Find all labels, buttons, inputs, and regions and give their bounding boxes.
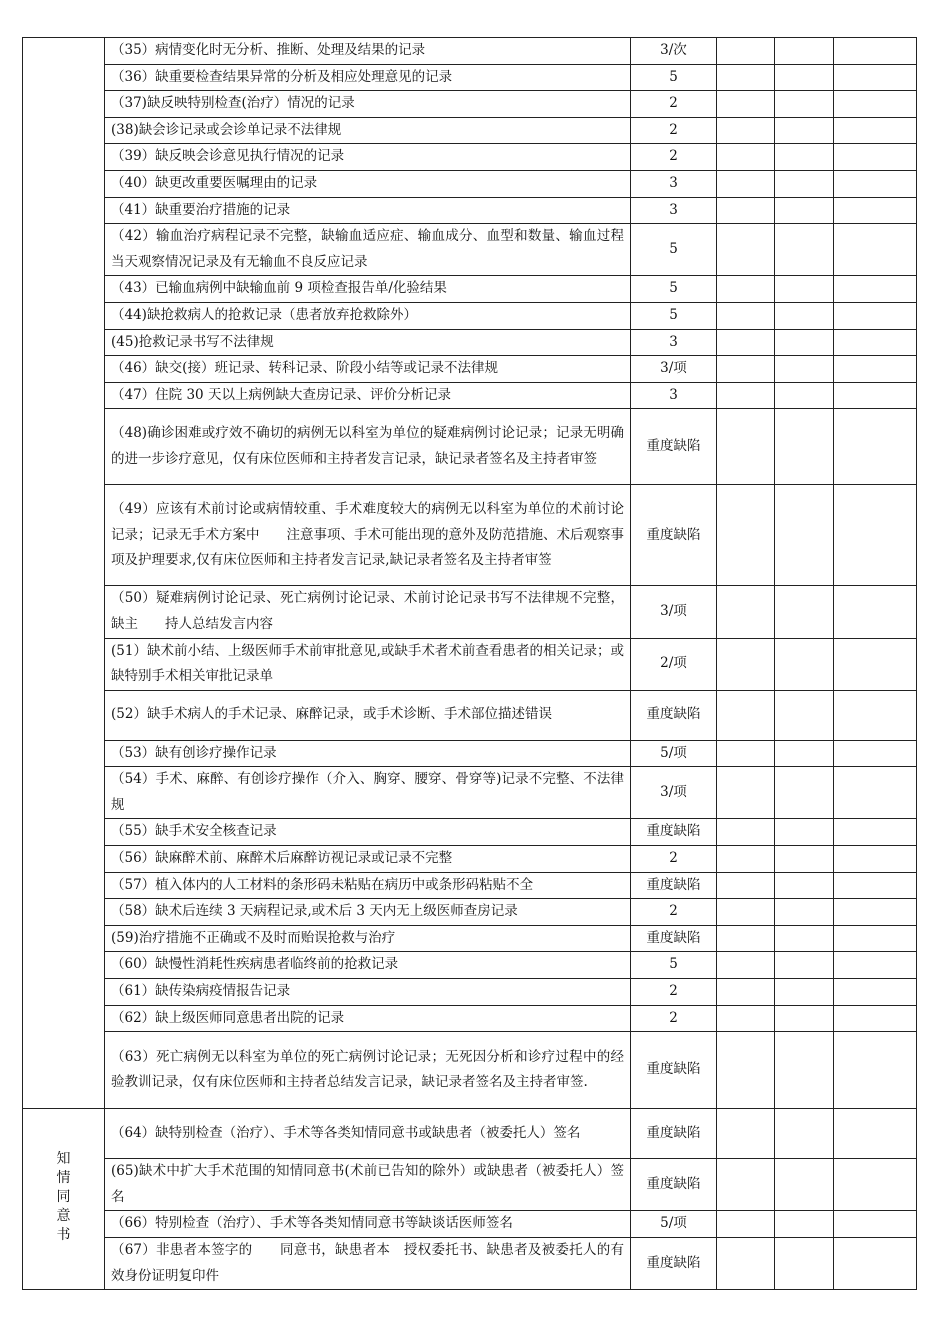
blank-cell-b[interactable] bbox=[775, 144, 834, 171]
item-description: （40）缺更改重要医嘱理由的记录 bbox=[105, 170, 631, 197]
table-row bbox=[23, 1005, 917, 1032]
blank-cell-a[interactable] bbox=[717, 117, 775, 144]
blank-cell-b[interactable] bbox=[775, 1238, 834, 1290]
table-row bbox=[23, 952, 917, 979]
blank-cell-c[interactable] bbox=[834, 144, 917, 171]
blank-cell-c[interactable] bbox=[834, 740, 917, 767]
blank-cell-b[interactable] bbox=[775, 302, 834, 329]
blank-cell-a[interactable] bbox=[717, 872, 775, 899]
blank-cell-c[interactable] bbox=[834, 819, 917, 846]
table-row bbox=[23, 276, 917, 303]
blank-cell-c[interactable] bbox=[834, 1159, 917, 1211]
blank-cell-c[interactable] bbox=[834, 485, 917, 586]
category-cell bbox=[23, 38, 105, 1109]
table-row bbox=[23, 925, 917, 952]
item-description: (38)缺会诊记录或会诊单记录不法律规 bbox=[105, 117, 631, 144]
blank-cell-b[interactable] bbox=[775, 872, 834, 899]
deduction-score: 3/项 bbox=[631, 356, 717, 383]
blank-cell-c[interactable] bbox=[834, 302, 917, 329]
table-row bbox=[23, 91, 917, 118]
item-description: （46）缺交(接）班记录、转科记录、阶段小结等或记录不法律规 bbox=[105, 356, 631, 383]
item-description: （57）植入体内的人工材料的条形码未粘贴在病历中或条形码粘贴不全 bbox=[105, 872, 631, 899]
blank-cell-a[interactable] bbox=[717, 1005, 775, 1032]
deduction-score: 重度缺陷 bbox=[631, 409, 717, 485]
blank-cell-a[interactable] bbox=[717, 64, 775, 91]
blank-cell-c[interactable] bbox=[834, 846, 917, 873]
item-description: （41）缺重要治疗措施的记录 bbox=[105, 197, 631, 224]
blank-cell-b[interactable] bbox=[775, 276, 834, 303]
table-row bbox=[23, 690, 917, 740]
item-description: (59)治疗措施不正确或不及时而贻误抢救与治疗 bbox=[105, 925, 631, 952]
table-row bbox=[23, 1211, 917, 1238]
blank-cell-b[interactable] bbox=[775, 485, 834, 586]
table-row bbox=[23, 64, 917, 91]
blank-cell-b[interactable] bbox=[775, 170, 834, 197]
item-description: (52）缺手术病人的手术记录、麻醉记录，或手术诊断、手术部位描述错误 bbox=[105, 690, 631, 740]
deduction-score: 2 bbox=[631, 899, 717, 926]
table-row bbox=[23, 979, 917, 1006]
item-description: （54）手术、麻醉、有创诊疗操作（介入、胸穿、腰穿、骨穿等)记录不完整、不法律规 bbox=[105, 767, 631, 819]
table-row bbox=[23, 329, 917, 356]
deduction-score: 重度缺陷 bbox=[631, 1032, 717, 1109]
deduction-score: 2 bbox=[631, 91, 717, 118]
blank-cell-b[interactable] bbox=[775, 356, 834, 383]
blank-cell-c[interactable] bbox=[834, 170, 917, 197]
blank-cell-b[interactable] bbox=[775, 740, 834, 767]
table-row bbox=[23, 38, 917, 65]
blank-cell-b[interactable] bbox=[775, 91, 834, 118]
deduction-score: 3 bbox=[631, 329, 717, 356]
blank-cell-b[interactable] bbox=[775, 38, 834, 65]
item-description: （37)缺反映特别检查(治疗）情况的记录 bbox=[105, 91, 631, 118]
deduction-score: 重度缺陷 bbox=[631, 872, 717, 899]
blank-cell-c[interactable] bbox=[834, 1109, 917, 1159]
blank-cell-a[interactable] bbox=[717, 170, 775, 197]
blank-cell-a[interactable] bbox=[717, 586, 775, 638]
blank-cell-a[interactable] bbox=[717, 1109, 775, 1159]
deduction-score: 重度缺陷 bbox=[631, 1238, 717, 1290]
deduction-score: 2/项 bbox=[631, 638, 717, 690]
blank-cell-a[interactable] bbox=[717, 224, 775, 276]
deduction-score: 2 bbox=[631, 144, 717, 171]
blank-cell-b[interactable] bbox=[775, 979, 834, 1006]
category-label: 知情同意书 bbox=[56, 1150, 71, 1243]
blank-cell-c[interactable] bbox=[834, 38, 917, 65]
deduction-score: 3 bbox=[631, 382, 717, 409]
blank-cell-a[interactable] bbox=[717, 1211, 775, 1238]
blank-cell-a[interactable] bbox=[717, 952, 775, 979]
deduction-score: 重度缺陷 bbox=[631, 925, 717, 952]
blank-cell-c[interactable] bbox=[834, 586, 917, 638]
item-description: (51）缺术前小结、上级医师手术前审批意见,或缺手术者术前查看患者的相关记录；或缺特别手术相关审批记录单 bbox=[105, 638, 631, 690]
blank-cell-c[interactable] bbox=[834, 872, 917, 899]
blank-cell-c[interactable] bbox=[834, 925, 917, 952]
table-row bbox=[23, 872, 917, 899]
blank-cell-c[interactable] bbox=[834, 1032, 917, 1109]
table-row bbox=[23, 586, 917, 638]
table-row bbox=[23, 382, 917, 409]
deduction-score: 重度缺陷 bbox=[631, 485, 717, 586]
deduction-score: 重度缺陷 bbox=[631, 1109, 717, 1159]
blank-cell-b[interactable] bbox=[775, 638, 834, 690]
blank-cell-c[interactable] bbox=[834, 91, 917, 118]
deduction-score: 重度缺陷 bbox=[631, 1159, 717, 1211]
blank-cell-a[interactable] bbox=[717, 144, 775, 171]
blank-cell-b[interactable] bbox=[775, 117, 834, 144]
table-row bbox=[23, 170, 917, 197]
table-row bbox=[23, 638, 917, 690]
blank-cell-c[interactable] bbox=[834, 409, 917, 485]
deduction-score: 重度缺陷 bbox=[631, 819, 717, 846]
blank-cell-c[interactable] bbox=[834, 64, 917, 91]
blank-cell-b[interactable] bbox=[775, 586, 834, 638]
item-description: （66）特别检查（治疗）、手术等各类知情同意书等缺谈话医师签名 bbox=[105, 1211, 631, 1238]
item-description: （42）输血治疗病程记录不完整，缺输血适应症、输血成分、血型和数量、输血过程当天观察情况记录及有无输血不良反应记录 bbox=[105, 224, 631, 276]
item-description: （47）住院 30 天以上病例缺大查房记录、评价分析记录 bbox=[105, 382, 631, 409]
blank-cell-c[interactable] bbox=[834, 329, 917, 356]
blank-cell-b[interactable] bbox=[775, 846, 834, 873]
blank-cell-c[interactable] bbox=[834, 899, 917, 926]
blank-cell-c[interactable] bbox=[834, 1238, 917, 1290]
deduction-score: 2 bbox=[631, 1005, 717, 1032]
table-row bbox=[23, 1159, 917, 1211]
blank-cell-a[interactable] bbox=[717, 329, 775, 356]
deduction-score: 5 bbox=[631, 952, 717, 979]
item-description: （63）死亡病例无以科室为单位的死亡病例讨论记录；无死因分析和诊疗过程中的经验教训记录，仅有床位医师和主持者总结发言记录，缺记录者签名及主持者审签. bbox=[105, 1032, 631, 1109]
table-row bbox=[23, 409, 917, 485]
item-description: （62）缺上级医师同意患者出院的记录 bbox=[105, 1005, 631, 1032]
blank-cell-b[interactable] bbox=[775, 690, 834, 740]
blank-cell-a[interactable] bbox=[717, 91, 775, 118]
blank-cell-a[interactable] bbox=[717, 740, 775, 767]
blank-cell-a[interactable] bbox=[717, 1159, 775, 1211]
blank-cell-a[interactable] bbox=[717, 1238, 775, 1290]
deduction-score: 2 bbox=[631, 846, 717, 873]
item-description: （44)缺抢救病人的抢救记录（患者放弃抢救除外） bbox=[105, 302, 631, 329]
item-description: （48)确诊困难或疗效不确切的病例无以科室为单位的疑难病例讨论记录；记录无明确的进一步诊疗意见，仅有床位医师和主持者发言记录，缺记录者签名及主持者审签 bbox=[105, 409, 631, 485]
blank-cell-a[interactable] bbox=[717, 1032, 775, 1109]
blank-cell-a[interactable] bbox=[717, 356, 775, 383]
blank-cell-a[interactable] bbox=[717, 846, 775, 873]
blank-cell-a[interactable] bbox=[717, 197, 775, 224]
blank-cell-b[interactable] bbox=[775, 382, 834, 409]
blank-cell-c[interactable] bbox=[834, 1005, 917, 1032]
blank-cell-c[interactable] bbox=[834, 1211, 917, 1238]
table-row bbox=[23, 197, 917, 224]
table-row bbox=[23, 1109, 917, 1159]
blank-cell-b[interactable] bbox=[775, 329, 834, 356]
table-row bbox=[23, 1238, 917, 1290]
blank-cell-a[interactable] bbox=[717, 767, 775, 819]
item-description: （36）缺重要检查结果异常的分析及相应处理意见的记录 bbox=[105, 64, 631, 91]
item-description: （58）缺术后连续 3 天病程记录,或术后 3 天内无上级医师查房记录 bbox=[105, 899, 631, 926]
item-description: (65)缺术中扩大手术范围的知情同意书(术前已告知的除外）或缺患者（被委托人）签名 bbox=[105, 1159, 631, 1211]
item-description: （64）缺特别检查（治疗）、手术等各类知情同意书或缺患者（被委托人）签名 bbox=[105, 1109, 631, 1159]
blank-cell-b[interactable] bbox=[775, 197, 834, 224]
deduction-score: 5 bbox=[631, 276, 717, 303]
deduction-score: 5/项 bbox=[631, 1211, 717, 1238]
deduction-score: 重度缺陷 bbox=[631, 690, 717, 740]
table-row bbox=[23, 302, 917, 329]
blank-cell-c[interactable] bbox=[834, 382, 917, 409]
blank-cell-b[interactable] bbox=[775, 925, 834, 952]
blank-cell-c[interactable] bbox=[834, 952, 917, 979]
table-row bbox=[23, 117, 917, 144]
item-description: （49）应该有术前讨论或病情较重、手术难度较大的病例无以科室为单位的术前讨论记录；记录无手术方案中 注意事项、手术可能出现的意外及防范措施、术后观察事项及护理要求,仅有床位医师和主持者发言记录,缺记录者签名及主持者审签 bbox=[105, 485, 631, 586]
blank-cell-c[interactable] bbox=[834, 638, 917, 690]
blank-cell-b[interactable] bbox=[775, 1211, 834, 1238]
deduction-score: 5/项 bbox=[631, 740, 717, 767]
table-row bbox=[23, 740, 917, 767]
blank-cell-a[interactable] bbox=[717, 979, 775, 1006]
blank-cell-a[interactable] bbox=[717, 276, 775, 303]
blank-cell-b[interactable] bbox=[775, 899, 834, 926]
blank-cell-b[interactable] bbox=[775, 1005, 834, 1032]
item-description: （43）已输血病例中缺输血前 9 项检查报告单/化验结果 bbox=[105, 276, 631, 303]
blank-cell-a[interactable] bbox=[717, 485, 775, 586]
table-row bbox=[23, 224, 917, 276]
blank-cell-b[interactable] bbox=[775, 952, 834, 979]
blank-cell-b[interactable] bbox=[775, 224, 834, 276]
item-description: （60）缺慢性消耗性疾病患者临终前的抢救记录 bbox=[105, 952, 631, 979]
blank-cell-a[interactable] bbox=[717, 925, 775, 952]
deduction-score: 2 bbox=[631, 117, 717, 144]
item-description: （67）非患者本签字的 同意书，缺患者本 授权委托书、缺患者及被委托人的有效身份证明复印件 bbox=[105, 1238, 631, 1290]
table-row bbox=[23, 1032, 917, 1109]
blank-cell-c[interactable] bbox=[834, 197, 917, 224]
item-description: （56）缺麻醉术前、麻醉术后麻醉访视记录或记录不完整 bbox=[105, 846, 631, 873]
blank-cell-b[interactable] bbox=[775, 1109, 834, 1159]
item-description: (45)抢救记录书写不法律规 bbox=[105, 329, 631, 356]
item-description: （61）缺传染病疫情报告记录 bbox=[105, 979, 631, 1006]
table-row bbox=[23, 767, 917, 819]
blank-cell-c[interactable] bbox=[834, 117, 917, 144]
blank-cell-a[interactable] bbox=[717, 899, 775, 926]
blank-cell-c[interactable] bbox=[834, 767, 917, 819]
blank-cell-c[interactable] bbox=[834, 356, 917, 383]
item-description: （35）病情变化时无分析、推断、处理及结果的记录 bbox=[105, 38, 631, 65]
deduction-score: 5 bbox=[631, 302, 717, 329]
table-row bbox=[23, 356, 917, 383]
blank-cell-b[interactable] bbox=[775, 819, 834, 846]
table-row bbox=[23, 144, 917, 171]
item-description: （55）缺手术安全核查记录 bbox=[105, 819, 631, 846]
item-description: （39）缺反映会诊意见执行情况的记录 bbox=[105, 144, 631, 171]
grading-table bbox=[22, 37, 917, 1290]
blank-cell-a[interactable] bbox=[717, 382, 775, 409]
deduction-score: 3/项 bbox=[631, 767, 717, 819]
blank-cell-c[interactable] bbox=[834, 690, 917, 740]
table-row bbox=[23, 899, 917, 926]
deduction-score: 3/项 bbox=[631, 586, 717, 638]
blank-cell-a[interactable] bbox=[717, 409, 775, 485]
deduction-score: 5 bbox=[631, 224, 717, 276]
blank-cell-c[interactable] bbox=[834, 979, 917, 1006]
category-cell bbox=[23, 1109, 105, 1290]
blank-cell-a[interactable] bbox=[717, 690, 775, 740]
deduction-score: 5 bbox=[631, 64, 717, 91]
deduction-score: 2 bbox=[631, 979, 717, 1006]
deduction-score: 3/次 bbox=[631, 38, 717, 65]
item-description: （50）疑难病例讨论记录、死亡病例讨论记录、术前讨论记录书写不法律规不完整，缺主 持人总结发言内容 bbox=[105, 586, 631, 638]
blank-cell-b[interactable] bbox=[775, 1159, 834, 1211]
blank-cell-a[interactable] bbox=[717, 638, 775, 690]
deduction-score: 3 bbox=[631, 170, 717, 197]
blank-cell-c[interactable] bbox=[834, 224, 917, 276]
blank-cell-b[interactable] bbox=[775, 409, 834, 485]
blank-cell-a[interactable] bbox=[717, 819, 775, 846]
blank-cell-b[interactable] bbox=[775, 1032, 834, 1109]
deduction-score: 3 bbox=[631, 197, 717, 224]
table-row bbox=[23, 819, 917, 846]
blank-cell-b[interactable] bbox=[775, 767, 834, 819]
blank-cell-a[interactable] bbox=[717, 38, 775, 65]
blank-cell-c[interactable] bbox=[834, 276, 917, 303]
blank-cell-b[interactable] bbox=[775, 64, 834, 91]
table-row bbox=[23, 846, 917, 873]
blank-cell-a[interactable] bbox=[717, 302, 775, 329]
table-row bbox=[23, 485, 917, 586]
item-description: （53）缺有创诊疗操作记录 bbox=[105, 740, 631, 767]
